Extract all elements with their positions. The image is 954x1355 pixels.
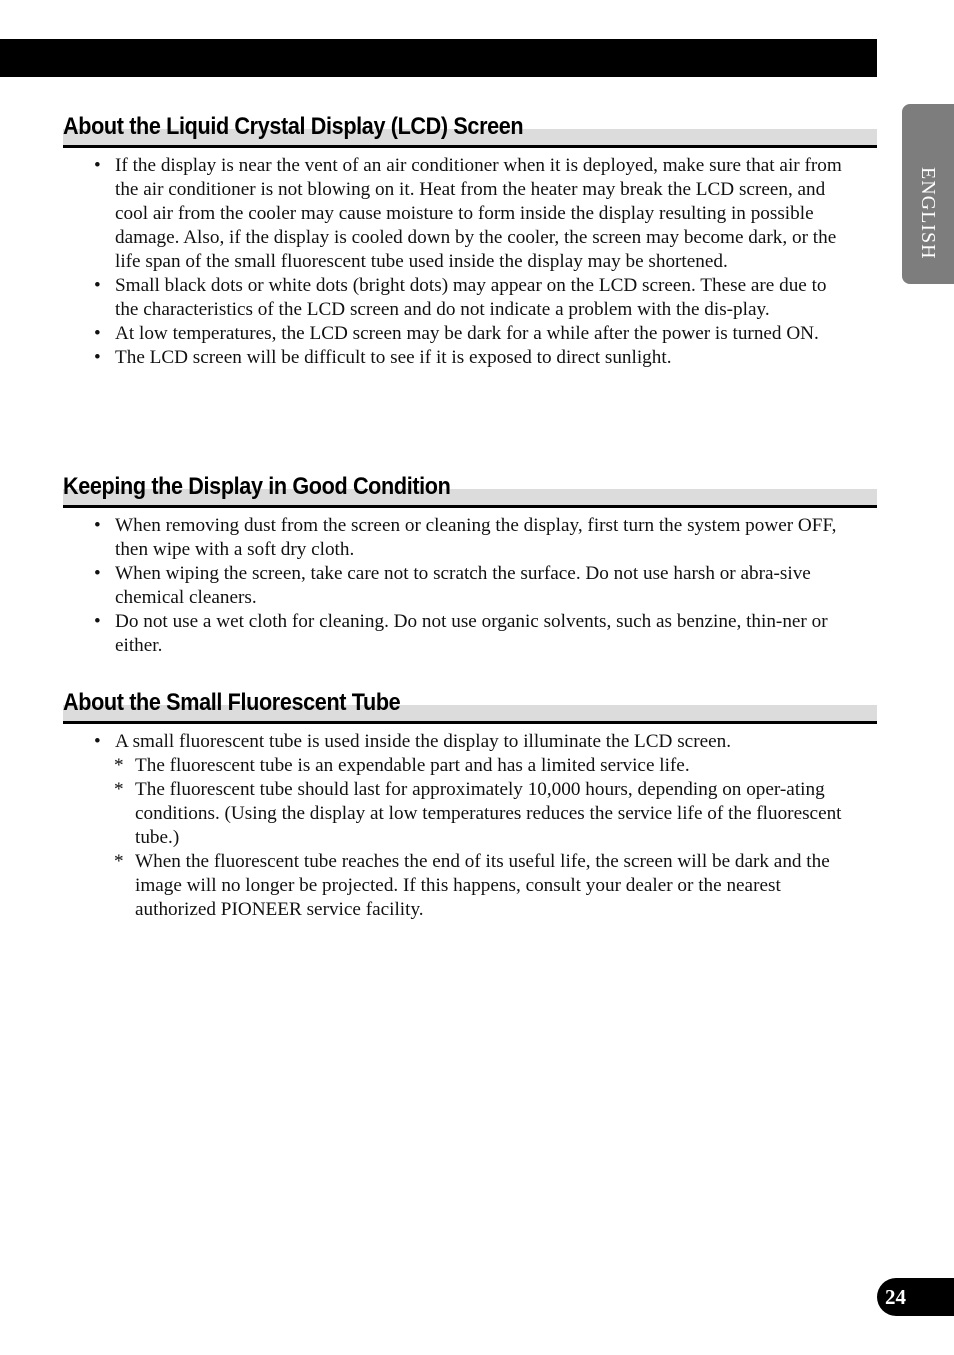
list-item [63, 730, 877, 754]
note-list [63, 754, 877, 922]
asterisk-icon: * [114, 851, 124, 872]
section-lcd-screen [63, 107, 877, 370]
bullet-icon: • [94, 611, 101, 632]
list-item-text: Do not use a wet cloth for cleaning. Do not use organic solvents, such as benzine, thin-ner or either. [115, 611, 828, 656]
note-text: The fluorescent tube should last for approximately 10,000 hours, depending on oper-ating conditions. (Using the display at low temperatures reduces the service life of the fluorescent tube.) [135, 779, 842, 848]
section-title: Keeping the Display in Good Condition [63, 473, 451, 500]
list-item-text: A small fluorescent tube is used inside the display to illuminate the LCD screen. [115, 731, 732, 752]
section-fluorescent-tube [63, 683, 877, 922]
list-item [63, 346, 877, 370]
language-tab [902, 104, 954, 284]
note-text: When the fluorescent tube reaches the end of its useful life, the screen will be dark and the image will no longer be projected. If this happens, consult your dealer or the nearest authorized PIONEER service facility. [135, 851, 830, 920]
list-item-text: When removing dust from the screen or cleaning the display, first turn the system power OFF, then wipe with a soft dry cloth. [115, 515, 837, 560]
list-item [63, 274, 877, 322]
page-number: 24 [885, 1285, 906, 1309]
list-item [63, 322, 877, 346]
bullet-icon: • [94, 563, 101, 584]
list-item-text: When wiping the screen, take care not to scratch the surface. Do not use harsh or abra-sive chemical cleaners. [115, 563, 811, 608]
list-item-text: At low temperatures, the LCD screen may be dark for a while after the power is turned ON. [115, 323, 819, 344]
header-bar [0, 39, 877, 77]
language-tab-label: ENGLISH [917, 166, 939, 260]
bullet-list [63, 730, 877, 754]
asterisk-icon: * [114, 755, 124, 776]
section-display-care [63, 467, 877, 658]
bullet-icon: • [94, 323, 101, 344]
section-title: About the Small Fluorescent Tube [63, 689, 401, 716]
note-item [63, 778, 877, 850]
bullet-icon: • [94, 731, 101, 752]
list-item [63, 562, 877, 610]
section-heading [63, 683, 877, 724]
note-item [63, 754, 877, 778]
list-item [63, 514, 877, 562]
note-text: The fluorescent tube is an expendable part and has a limited service life. [135, 755, 690, 776]
section-heading [63, 467, 877, 508]
page-number-tab [877, 1278, 954, 1316]
list-item-text: Small black dots or white dots (bright dots) may appear on the LCD screen. These are due to the characteristics of the LCD screen and do not indicate a problem with the dis-play. [115, 275, 827, 320]
section-heading [63, 107, 877, 148]
asterisk-icon: * [114, 779, 124, 800]
list-item-text: The LCD screen will be difficult to see if it is exposed to direct sunlight. [115, 347, 672, 368]
bullet-icon: • [94, 155, 101, 176]
note-item [63, 850, 877, 922]
section-title: About the Liquid Crystal Display (LCD) Screen [63, 113, 524, 140]
bullet-list [63, 514, 877, 658]
bullet-icon: • [94, 515, 101, 536]
bullet-icon: • [94, 347, 101, 368]
bullet-icon: • [94, 275, 101, 296]
list-item [63, 154, 877, 274]
list-item [63, 610, 877, 658]
list-item-text: If the display is near the vent of an air conditioner when it is deployed, make sure that air from the air conditioner is not blowing on it. Heat from the heater may break the LCD screen, and cool air from the cooler may cause moisture to form inside the display resulting in possible damage. Also, if the display is cooled down by the cooler, the screen may become dark, or the life span of the small fluorescent tube used inside the display may be shortened. [115, 155, 842, 272]
bullet-list [63, 154, 877, 370]
